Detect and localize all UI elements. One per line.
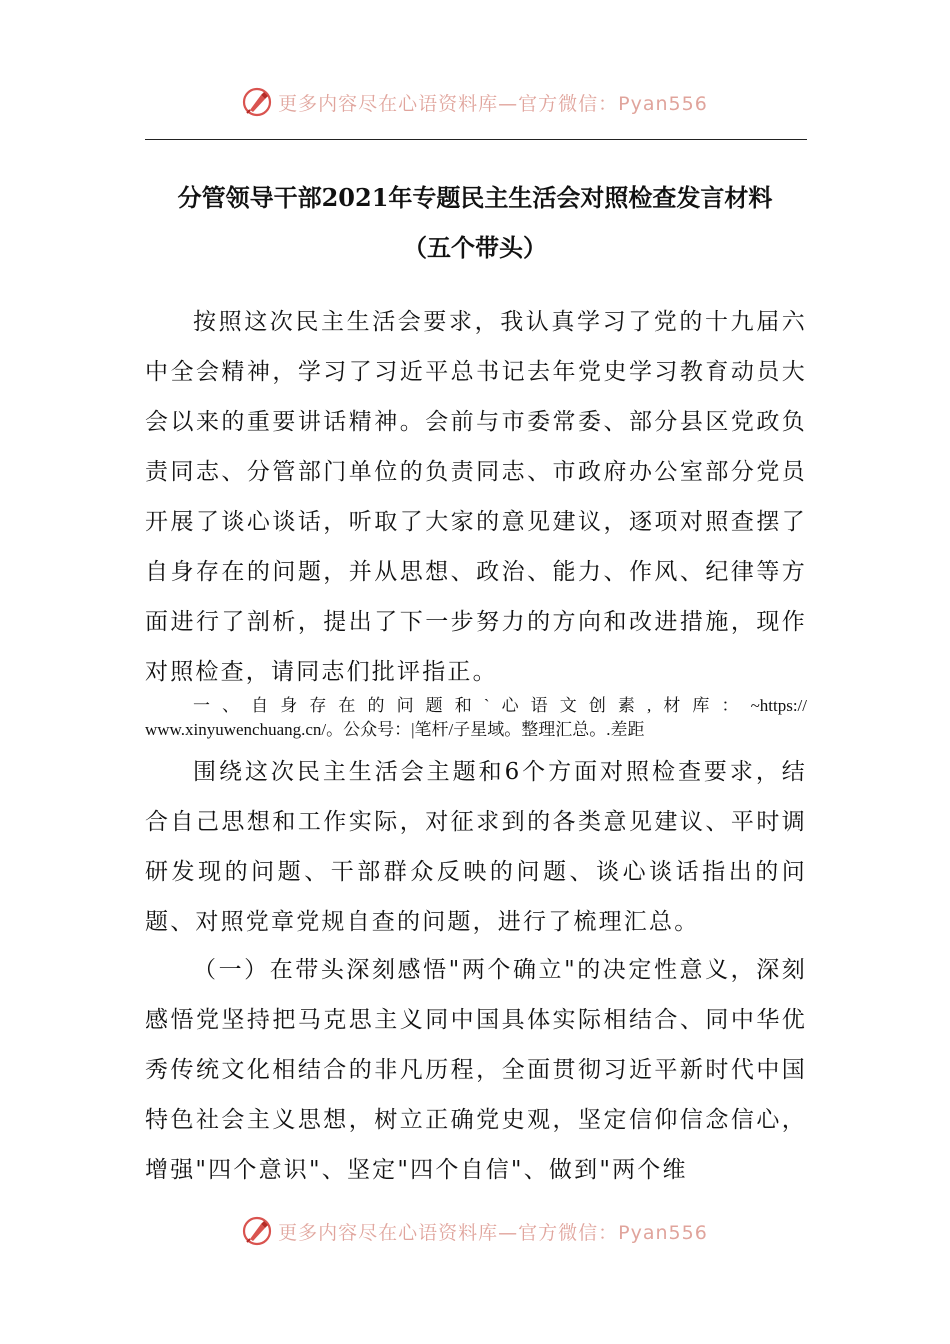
paragraph-intro: 按照这次民主生活会要求，我认真学习了党的十九届六中全会精神，学习了习近平总书记去年党史学习教育动员大会以来的重要讲话精神。会前与市委常委、部分县区党政负责同志、分管部门单位的负责同志、市政府办公室部分党员开展了谈心谈话，听取了大家的意见建议，逐项对照查摆了自身存在的问题，并从思想、政治、能力、作风、纪律等方面进行了剖析，提出了下一步努力的方向和改进措施，现作对照检查，请同志们批评指正。 (145, 309, 807, 685)
header-divider (145, 139, 807, 140)
footer-watermark-banner (0, 1211, 950, 1251)
section-heading-line2: www.xinyuwenchuang.cn/。公众号：|笔杆/子星域。整理汇总。.差距 (145, 720, 645, 739)
section-heading-line1: 一、自身存在的问题和`心语文创素,材库：~https:// (193, 696, 807, 715)
paragraph-item-one: （一）在带头深刻感悟"两个确立"的决定性意义，深刻感悟党坚持把马克思主义同中国具体实际相结合、同中华优秀传统文化相结合的非凡历程，全面贯彻习近平新时代中国特色社会主义思想，树立正确党史观，坚定信仰信念信心，增强"四个意识"、坚定"四个自信"、做到"两个维 (145, 957, 807, 1183)
header-watermark-banner (0, 82, 950, 122)
footer-watermark-text: 更多内容尽在心语资料库—官方微信：Pyan556 (278, 1221, 708, 1244)
document-subtitle: （五个带头） (403, 233, 547, 262)
pen-nib-logo-icon (242, 1216, 272, 1246)
pen-nib-logo-icon (242, 87, 272, 117)
paragraph-summary: 围绕这次民主生活会主题和6个方面对照检查要求，结合自己思想和工作实际，对征求到的各类意见建议、平时调研发现的问题、干部群众反映的问题、谈心谈话指出的问题、对照党章党规自查的问题，进行了梳理汇总。 (145, 759, 807, 935)
header-watermark-text: 更多内容尽在心语资料库—官方微信：Pyan556 (278, 92, 708, 115)
document-title: 分管领导干部2021年专题民主生活会对照检查发言材料 (177, 183, 773, 212)
